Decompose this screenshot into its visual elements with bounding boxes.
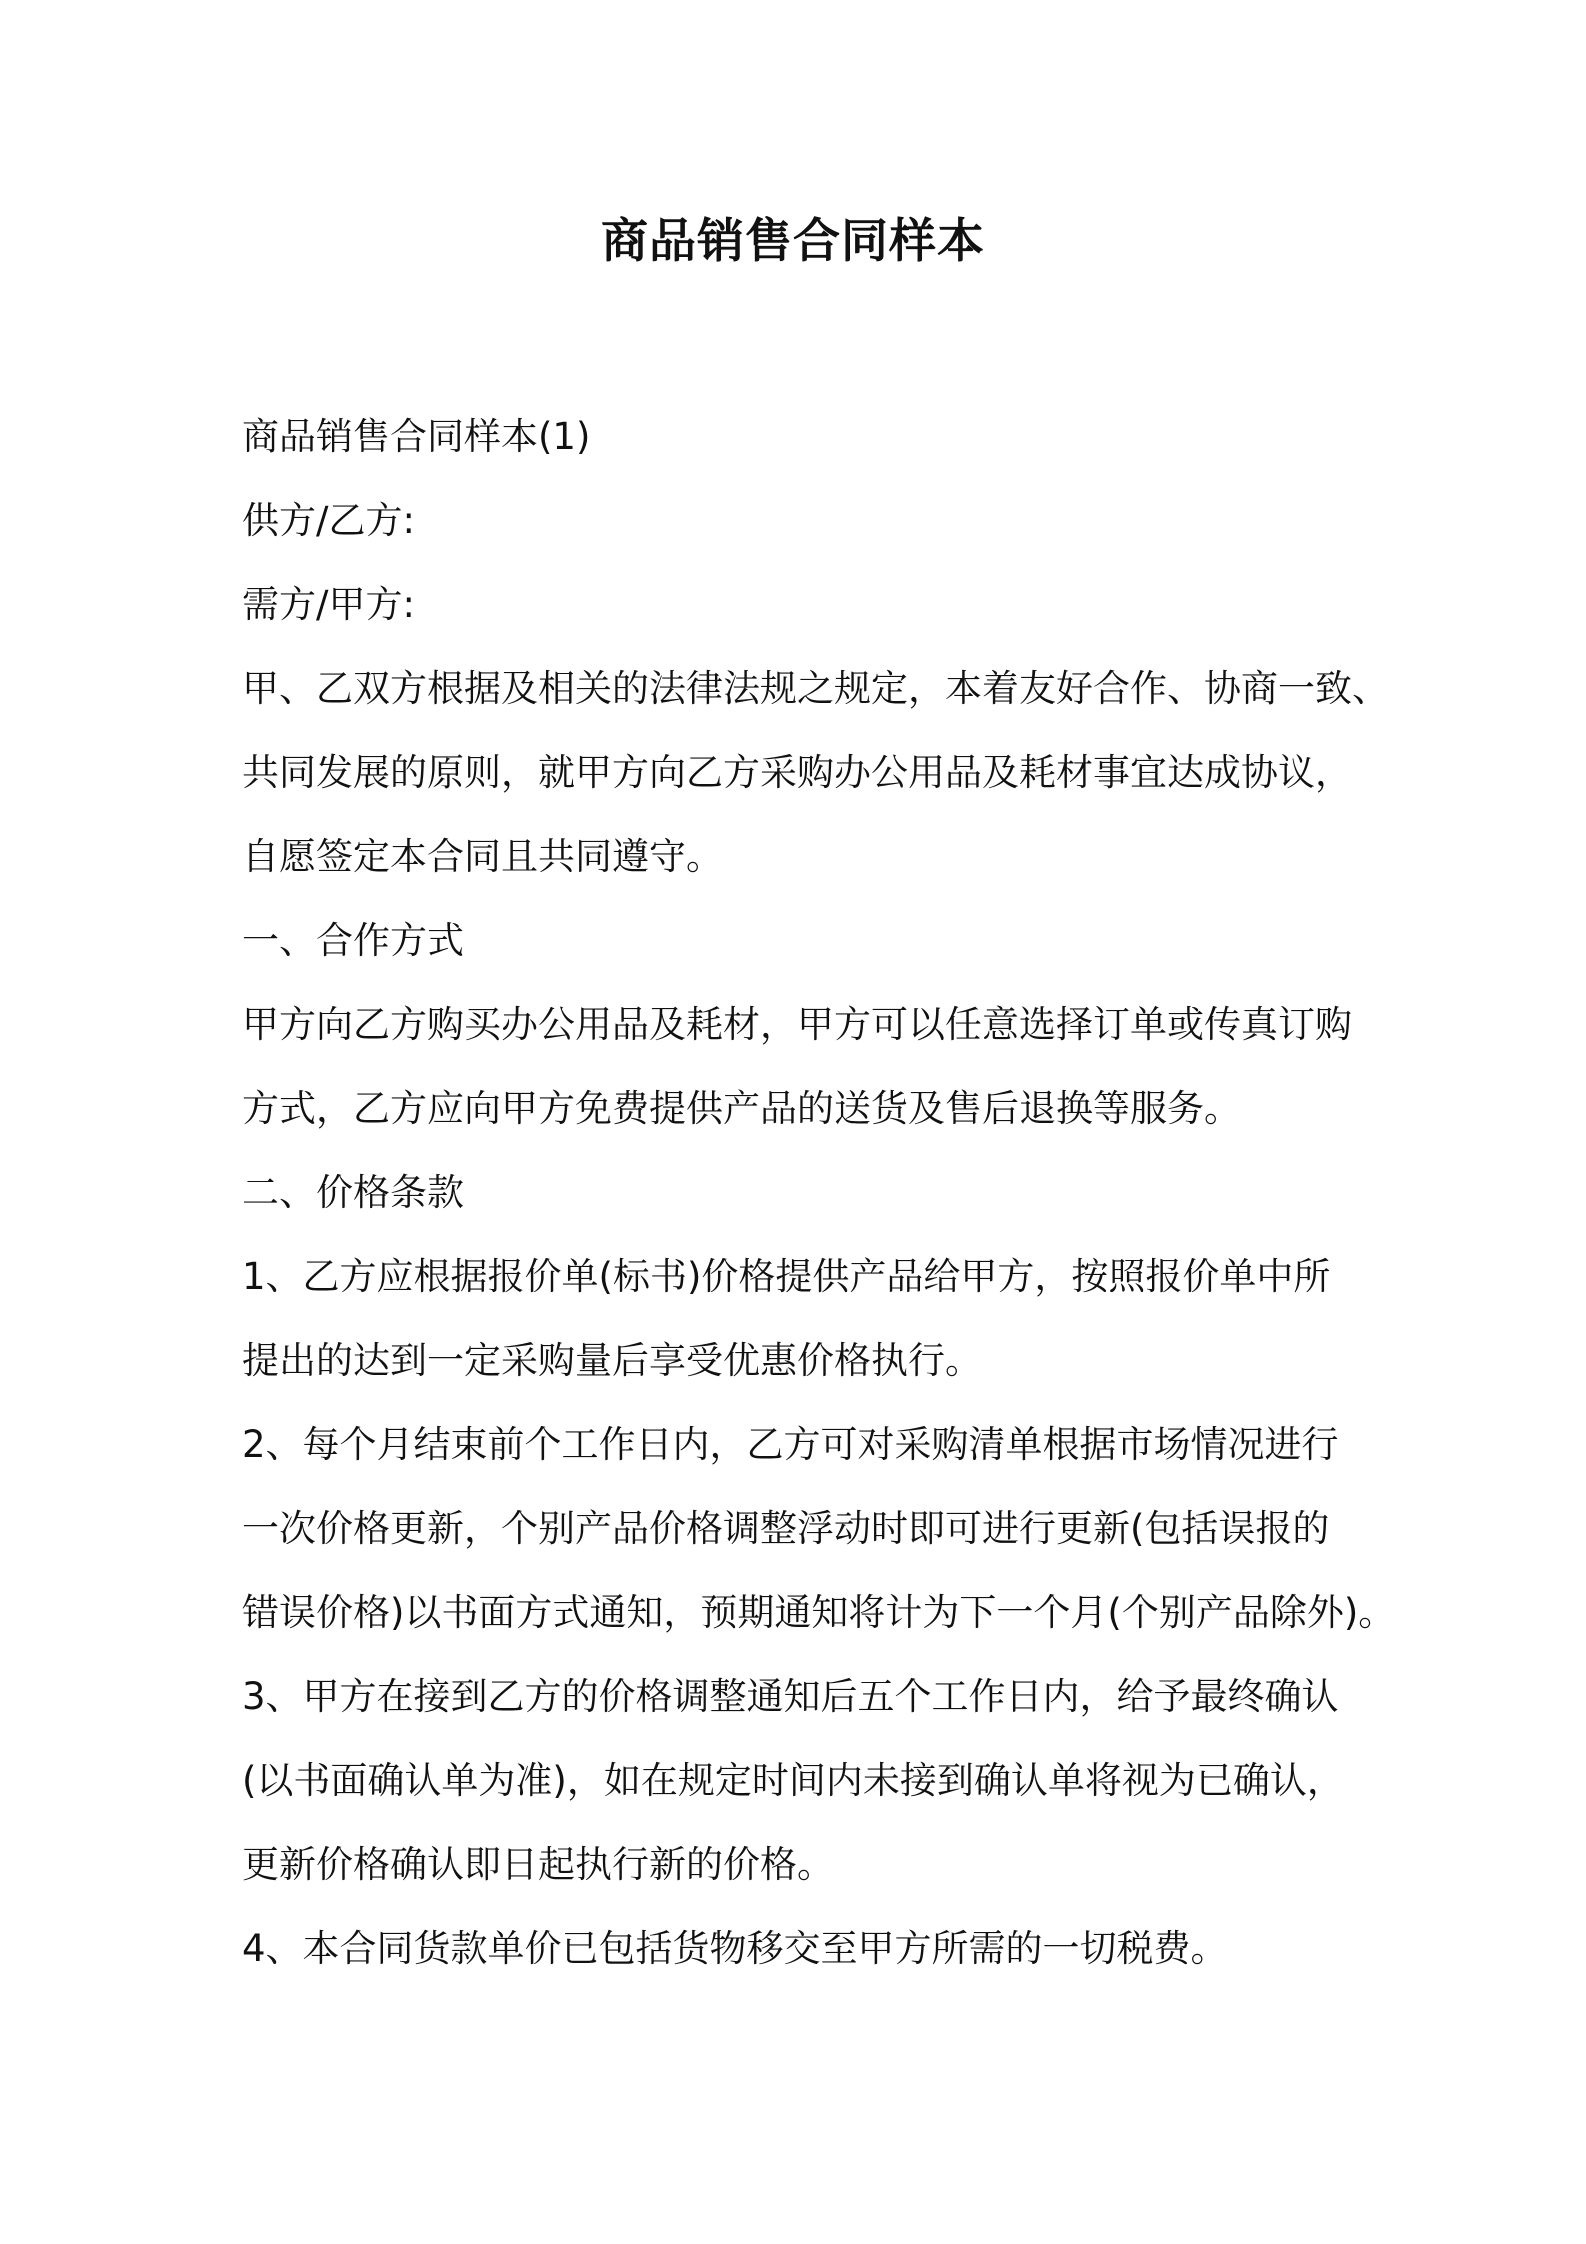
- clause-line: 1、乙方应根据报价单(标书)价格提供产品给甲方，按照报价单中所: [242, 1255, 1331, 1298]
- clause-line: 4、本合同货款单价已包括货物移交至甲方所需的一切税费。: [242, 1927, 1228, 1970]
- clause-line: 一次价格更新，个别产品价格调整浮动时即可进行更新(包括误报的: [242, 1507, 1330, 1550]
- paragraph-line: 共同发展的原则，就甲方向乙方采购办公用品及耗材事宜达成协议，: [242, 751, 1352, 794]
- document-title: 商品销售合同样本: [601, 214, 985, 269]
- paragraph-line: 方式，乙方应向甲方免费提供产品的送货及售后退换等服务。: [242, 1087, 1241, 1130]
- supplier-line: 供方/乙方:: [242, 499, 415, 542]
- clause-line: 错误价格)以书面方式通知，预期通知将计为下一个月(个别产品除外)。: [242, 1591, 1396, 1634]
- paragraph-line: 甲、乙双方根据及相关的法律法规之规定，本着友好合作、协商一致、: [242, 667, 1389, 710]
- clause-line: 更新价格确认即日起执行新的价格。: [242, 1843, 834, 1886]
- clause-line: 提出的达到一定采购量后享受优惠价格执行。: [242, 1339, 982, 1382]
- section-heading: 一、合作方式: [242, 919, 464, 962]
- paragraph-line: 自愿签定本合同且共同遵守。: [242, 835, 723, 878]
- clause-line: (以书面确认单为准)，如在规定时间内未接到确认单将视为已确认，: [242, 1759, 1344, 1802]
- contract-subtitle: 商品销售合同样本(1): [242, 415, 591, 458]
- clause-line: 3、甲方在接到乙方的价格调整通知后五个工作日内，给予最终确认: [242, 1675, 1339, 1718]
- buyer-line: 需方/甲方:: [242, 583, 415, 626]
- clause-line: 2、每个月结束前个工作日内，乙方可对采购清单根据市场情况进行: [242, 1423, 1339, 1466]
- section-heading: 二、价格条款: [242, 1171, 464, 1214]
- paragraph-line: 甲方向乙方购买办公用品及耗材，甲方可以任意选择订单或传真订购: [242, 1003, 1352, 1046]
